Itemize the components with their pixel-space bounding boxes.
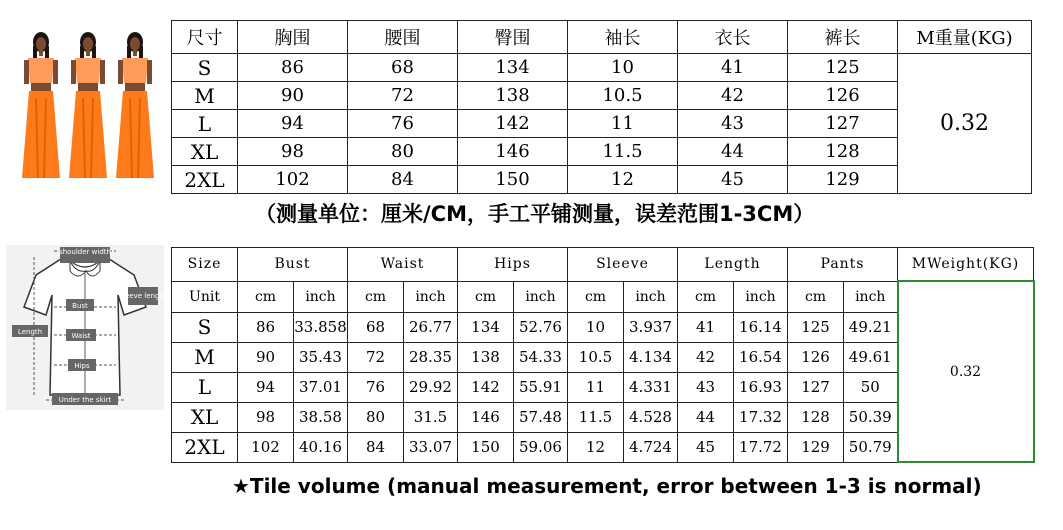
table-cell: 17.72	[734, 432, 788, 462]
table-cell: 31.5	[404, 402, 458, 432]
header-length: Length	[678, 248, 788, 282]
table-cell: 125	[788, 312, 844, 342]
table-cell: 50.79	[844, 432, 898, 462]
unit-cell: inch	[734, 281, 788, 312]
table-cell: 134	[458, 54, 568, 82]
diagram-label-hips: Hips	[74, 362, 90, 370]
table-cell: 80	[348, 138, 458, 166]
table-cell: 37.01	[294, 372, 348, 402]
table-cell: 44	[678, 138, 788, 166]
size-table-en	[171, 247, 1035, 463]
table-cell: 94	[238, 110, 348, 138]
size-cell: M	[172, 342, 238, 372]
table-cell: 134	[458, 312, 514, 342]
table-cell: 10	[568, 312, 624, 342]
size-cell: 2XL	[172, 432, 238, 462]
weight-cell: 0.32	[898, 54, 1032, 194]
table-cell: 98	[238, 402, 294, 432]
header-sleeve: 袖长	[568, 21, 678, 54]
table-cell: 40.16	[294, 432, 348, 462]
unit-cell: inch	[404, 281, 458, 312]
table-cell: 129	[788, 166, 898, 194]
table-cell: 102	[238, 432, 294, 462]
header-waist: 腰围	[348, 21, 458, 54]
table-cell: 35.43	[294, 342, 348, 372]
header-sleeve: Sleeve	[568, 248, 678, 282]
table-cell: 4.528	[624, 402, 678, 432]
unit-row	[172, 281, 1034, 312]
diagram-label-shoulder: shoulder width	[59, 248, 111, 256]
unit-cell: cm	[678, 281, 734, 312]
table-cell: 90	[238, 82, 348, 110]
table-cell: 17.32	[734, 402, 788, 432]
table-cell: 84	[348, 432, 404, 462]
header-hips: 臀围	[458, 21, 568, 54]
table-cell: 76	[348, 372, 404, 402]
table-cell: 98	[238, 138, 348, 166]
table-cell: 84	[348, 166, 458, 194]
size-cell: L	[172, 372, 238, 402]
table-cell: 128	[788, 138, 898, 166]
unit-cell: inch	[294, 281, 348, 312]
header-pants: 裤长	[788, 21, 898, 54]
header-hips: Hips	[458, 248, 568, 282]
table-cell: 49.21	[844, 312, 898, 342]
table-cell: 10.5	[568, 82, 678, 110]
unit-cell: cm	[788, 281, 844, 312]
table-header-row	[172, 248, 1034, 282]
table-cell: 45	[678, 432, 734, 462]
table-cell: 127	[788, 372, 844, 402]
table-cell: 4.331	[624, 372, 678, 402]
size-cell: M	[172, 82, 238, 110]
unit-cell: inch	[514, 281, 568, 312]
table-cell: 41	[678, 54, 788, 82]
table-cell: 26.77	[404, 312, 458, 342]
table-cell: 54.33	[514, 342, 568, 372]
header-length: 衣长	[678, 21, 788, 54]
unit-cell: cm	[458, 281, 514, 312]
table-cell: 43	[678, 372, 734, 402]
table-cell: 3.937	[624, 312, 678, 342]
table-cell: 128	[788, 402, 844, 432]
table-cell: 72	[348, 82, 458, 110]
table-cell: 127	[788, 110, 898, 138]
table-cell: 44	[678, 402, 734, 432]
size-cell: S	[172, 312, 238, 342]
table-cell: 150	[458, 166, 568, 194]
size-cell: 2XL	[172, 166, 238, 194]
unit-label: Unit	[172, 281, 238, 312]
table-cell: 11	[568, 372, 624, 402]
table-cell: 11	[568, 110, 678, 138]
unit-cell: cm	[348, 281, 404, 312]
table-cell: 150	[458, 432, 514, 462]
table-cell: 76	[348, 110, 458, 138]
table-cell: 68	[348, 312, 404, 342]
table-cell: 33.07	[404, 432, 458, 462]
table-cell: 43	[678, 110, 788, 138]
table-cell: 41	[678, 312, 734, 342]
table-cell: 126	[788, 82, 898, 110]
table-cell: 142	[458, 372, 514, 402]
table-cell: 4.134	[624, 342, 678, 372]
table-cell: 138	[458, 82, 568, 110]
table-cell: 38.58	[294, 402, 348, 432]
table-cell: 142	[458, 110, 568, 138]
weight-cell: 0.32	[898, 281, 1034, 462]
table-cell: 29.92	[404, 372, 458, 402]
table-cell: 16.14	[734, 312, 788, 342]
table-cell: 33.858	[294, 312, 348, 342]
table-cell: 42	[678, 342, 734, 372]
header-bust: Bust	[238, 248, 348, 282]
diagram-label-sleeve: sleeve length	[119, 292, 164, 300]
header-pants: Pants	[788, 248, 898, 282]
size-cell: XL	[172, 402, 238, 432]
table-cell: 16.54	[734, 342, 788, 372]
measurement-note-cn: （测量单位：厘米/CM，手工平铺测量，误差范围1-3CM）	[255, 202, 815, 226]
header-bust: 胸围	[238, 21, 348, 54]
unit-cell: inch	[624, 281, 678, 312]
diagram-label-length: Length	[17, 328, 43, 336]
model-photo	[16, 28, 166, 188]
table-cell: 102	[238, 166, 348, 194]
size-cell: L	[172, 110, 238, 138]
table-cell: 45	[678, 166, 788, 194]
table-cell: 59.06	[514, 432, 568, 462]
size-cell: XL	[172, 138, 238, 166]
table-cell: 16.93	[734, 372, 788, 402]
measurement-note-en: ★Tile volume (manual measurement, error between 1-3 is normal)	[232, 474, 982, 498]
table-cell: 80	[348, 402, 404, 432]
size-cell: S	[172, 54, 238, 82]
table-cell: 129	[788, 432, 844, 462]
diagram-label-waist: Waist	[71, 332, 91, 340]
header-weight: MWeight(KG)	[898, 248, 1034, 282]
table-cell: 50	[844, 372, 898, 402]
table-cell: 126	[788, 342, 844, 372]
table-cell: 86	[238, 54, 348, 82]
table-cell: 10.5	[568, 342, 624, 372]
table-cell: 28.35	[404, 342, 458, 372]
table-header-row	[172, 21, 1032, 54]
table-cell: 138	[458, 342, 514, 372]
table-cell: 90	[238, 342, 294, 372]
table-cell: 50.39	[844, 402, 898, 432]
table-cell: 146	[458, 402, 514, 432]
table-cell: 72	[348, 342, 404, 372]
garment-diagram	[6, 245, 164, 410]
unit-cell: cm	[238, 281, 294, 312]
unit-cell: inch	[844, 281, 898, 312]
table-row	[172, 54, 1032, 82]
table-cell: 49.61	[844, 342, 898, 372]
diagram-label-bust: Bust	[72, 302, 88, 310]
table-cell: 52.76	[514, 312, 568, 342]
header-size: Size	[172, 248, 238, 282]
table-cell: 12	[568, 432, 624, 462]
table-cell: 42	[678, 82, 788, 110]
table-cell: 12	[568, 166, 678, 194]
table-cell: 10	[568, 54, 678, 82]
table-cell: 68	[348, 54, 458, 82]
table-cell: 4.724	[624, 432, 678, 462]
header-waist: Waist	[348, 248, 458, 282]
unit-cell: cm	[568, 281, 624, 312]
table-cell: 94	[238, 372, 294, 402]
table-cell: 55.91	[514, 372, 568, 402]
table-cell: 11.5	[568, 138, 678, 166]
header-size: 尺寸	[172, 21, 238, 54]
table-cell: 11.5	[568, 402, 624, 432]
table-cell: 57.48	[514, 402, 568, 432]
size-table-cn	[171, 20, 1032, 194]
table-cell: 146	[458, 138, 568, 166]
table-cell: 125	[788, 54, 898, 82]
header-weight: M重量(KG)	[898, 21, 1032, 54]
table-cell: 86	[238, 312, 294, 342]
diagram-label-under-skirt: Under the skirt	[58, 396, 112, 404]
